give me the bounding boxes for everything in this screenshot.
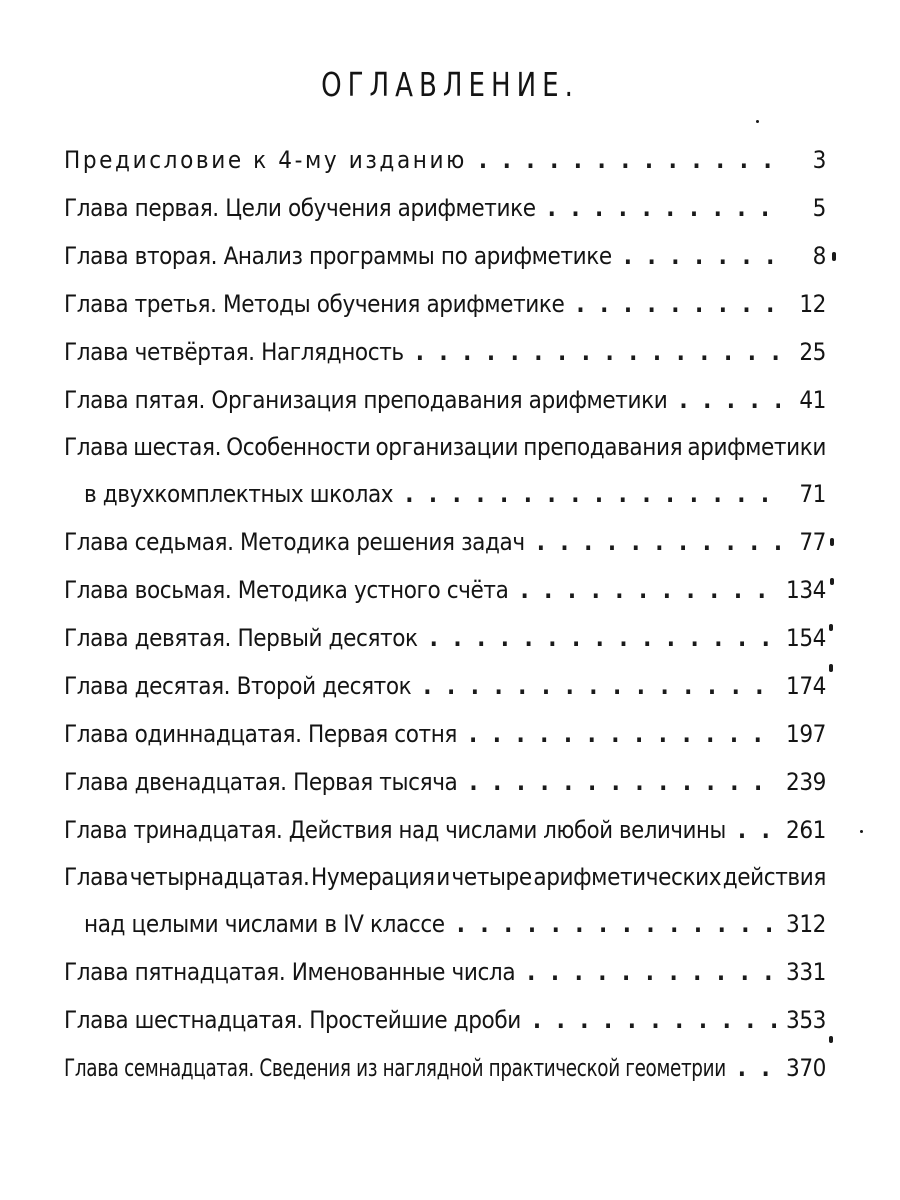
dot-leader [430,614,776,662]
dot-leader [576,280,780,328]
table-of-contents [64,136,826,1092]
toc-entry-title-continued: в двухкомплектных школах [84,480,394,508]
toc-page-number: 261 [785,816,826,844]
toc-entry-chapter-11 [64,710,826,758]
toc-entry-title: Глава вторая. Анализ программы по арифметике [64,242,612,270]
toc-entry-chapter-9 [64,614,826,662]
toc-entry-chapter-6 [64,424,826,470]
dot-leader [405,470,780,518]
toc-entry-title: Глава пятая. Организация преподавания арифметики [64,386,668,414]
toc-entry-chapter-1 [64,184,826,232]
toc-page-number: 77 [799,528,826,556]
toc-page-number: 239 [785,768,826,796]
dot-leader [548,184,780,232]
toc-entry-chapter-16 [64,996,826,1044]
toc-entry-title: Глава первая. Цели обучения арифметике [64,194,536,222]
print-speck [829,1036,833,1043]
toc-entry-title: Глава семнадцатая. Сведения из наглядной практической геометрии [64,1054,726,1082]
toc-page-number: 3 [812,146,826,174]
toc-entry-title: Глава тринадцатая. Действия над числами любой величины [64,816,726,844]
toc-entry-title: Глава четырнадцатая. Нумерация и четыре арифметических действия [64,863,826,891]
toc-entry-chapter-13 [64,806,826,854]
dot-leader [469,710,776,758]
print-speck [756,120,759,123]
toc-page-number: 12 [799,290,826,318]
dot-leader [457,900,776,948]
toc-page-number: 197 [785,720,826,748]
toc-entry-title: Глава четвёртая. Наглядность [64,338,404,366]
print-speck [860,830,863,833]
toc-entry-chapter-14 [64,854,826,900]
print-speck [830,538,834,546]
dot-leader [679,376,780,424]
toc-page-number: 154 [785,624,826,652]
toc-entry-title: Глава шестнадцатая. Простейшие дроби [64,1006,521,1034]
toc-entry-chapter-8 [64,566,826,614]
toc-entry-title: Глава девятая. Первый десяток [64,624,418,652]
dot-leader [469,758,776,806]
toc-entry-title: Глава десятая. Второй десяток [64,672,412,700]
toc-page-number: 134 [785,576,826,604]
toc-entry-chapter-7 [64,518,826,566]
toc-entry-title: Глава восьмая. Методика устного счёта [64,576,509,604]
toc-entry-title-continued: над целыми числами в IV классе [84,910,445,938]
toc-page-number: 41 [799,386,826,414]
toc-page-number: 25 [799,338,826,366]
toc-entry-chapter-4 [64,328,826,376]
dot-leader [533,996,776,1044]
toc-entry-title: Глава третья. Методы обучения арифметике [64,290,565,318]
dot-leader [738,1044,776,1092]
toc-page-number: 8 [812,242,826,270]
dot-leader [423,662,776,710]
toc-entry-chapter-10 [64,662,826,710]
dot-leader [527,948,776,996]
toc-page-number: 370 [785,1054,826,1082]
toc-page-number: 331 [785,958,826,986]
toc-page-number: 353 [785,1006,826,1034]
toc-entry-chapter-14-continued [64,900,826,948]
toc-entry-chapter-3 [64,280,826,328]
dot-leader [416,328,780,376]
dot-leader [738,806,776,854]
print-speck [829,664,833,672]
toc-page-number: 312 [785,910,826,938]
toc-entry-title: Глава двенадцатая. Первая тысяча [64,768,458,796]
dot-leader [479,136,780,184]
toc-entry-chapter-15 [64,948,826,996]
toc-entry-chapter-12 [64,758,826,806]
print-speck [830,578,834,585]
toc-entry-title: Предисловие к 4-му изданию [64,146,467,174]
toc-entry-chapter-2 [64,232,826,280]
toc-entry-chapter-6-continued [64,470,826,518]
dot-leader [520,566,776,614]
print-speck [832,252,836,261]
toc-entry-preface [64,136,826,184]
toc-entry-chapter-5 [64,376,826,424]
toc-page-number: 71 [799,480,826,508]
dot-leader [537,518,780,566]
toc-entry-title: Глава одиннадцатая. Первая сотня [64,720,458,748]
toc-entry-title: Глава пятнадцатая. Именованные числа [64,958,516,986]
toc-entry-chapter-17 [64,1044,826,1092]
page-title: ОГЛАВЛЕНИЕ. [321,65,579,105]
toc-entry-title: Глава седьмая. Методика решения задач [64,528,525,556]
toc-page-number: 5 [812,194,826,222]
print-speck [829,624,833,631]
toc-page-number: 174 [785,672,826,700]
dot-leader [624,232,780,280]
toc-entry-title: Глава шестая. Особенности организации преподавания арифметики [64,433,826,461]
